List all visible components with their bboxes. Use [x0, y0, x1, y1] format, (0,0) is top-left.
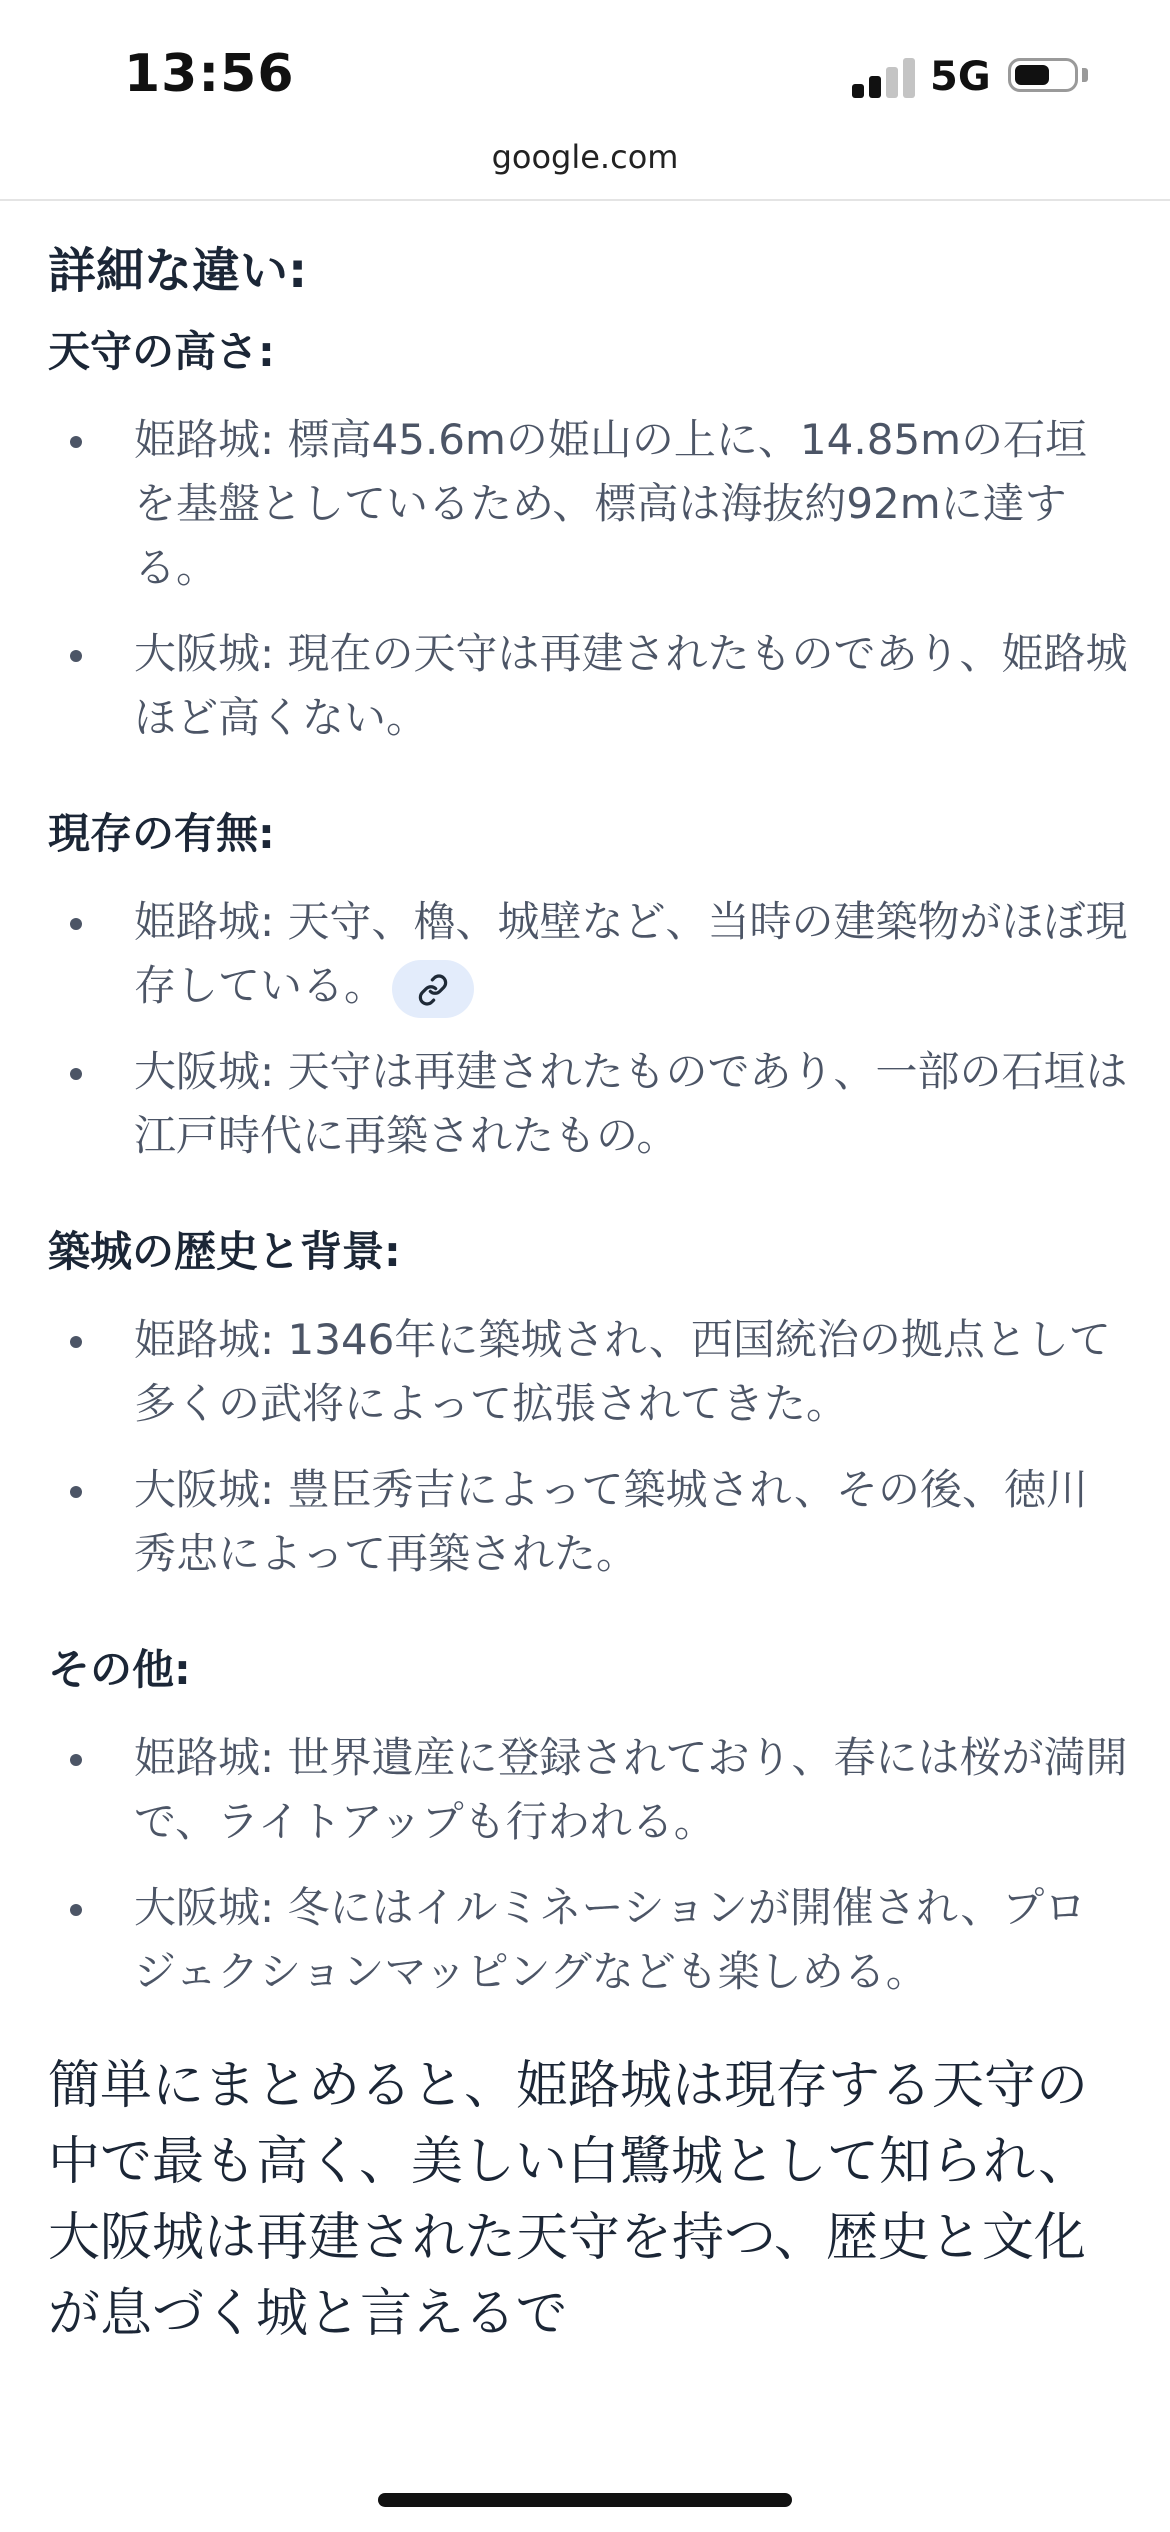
list-item: 大阪城: 天守は再建されたものであり、一部の石垣は江戸時代に再築されたもの。	[48, 1040, 1128, 1168]
home-indicator[interactable]	[378, 2493, 792, 2507]
list-item	[48, 890, 1128, 1018]
list-item-text: 姫路城: 天守、櫓、城壁など、当時の建築物がほぼ現存している。	[134, 897, 1128, 1010]
list-item: 大阪城: 豊臣秀吉によって築城され、その後、徳川秀忠によって再築された。	[48, 1458, 1128, 1586]
signal-bar	[852, 84, 864, 98]
subsection-title: 築城の歴史と背景:	[48, 1227, 401, 1276]
url-bar[interactable]: google.com	[491, 138, 679, 176]
battery-tip	[1082, 68, 1088, 82]
bullet-list	[48, 408, 1128, 750]
subsection-title: 現存の有無:	[48, 809, 275, 858]
status-bar	[0, 0, 1170, 140]
link-icon	[417, 974, 449, 1006]
list-item: 姫路城: 標高45.6mの姫山の上に、14.85mの石垣を基盤としているため、標高は海抜約92mに達する。	[48, 408, 1128, 600]
status-time: 13:56	[124, 44, 295, 104]
battery-icon	[1008, 58, 1078, 92]
source-link-chip[interactable]	[392, 960, 474, 1018]
header-divider	[0, 199, 1170, 201]
summary-paragraph: 簡単にまとめると、姫路城は現存する天守の中で最も高く、美しい白鷺城として知られ、大阪城は再建された天守を持つ、歴史と文化が息づく城と言えるで	[48, 2056, 1091, 2344]
subsection-title: 天守の高さ:	[48, 327, 275, 376]
subsection-title: その他:	[48, 1645, 191, 1694]
signal-icon	[852, 58, 916, 98]
section-heading: 詳細な違い:	[48, 243, 308, 299]
signal-bar	[869, 76, 881, 98]
answer-content	[48, 230, 1128, 2352]
bullet-list	[48, 1726, 1128, 2004]
list-item: 姫路城: 1346年に築城され、西国統治の拠点として多くの武将によって拡張されてきた。	[48, 1308, 1128, 1436]
list-item: 大阪城: 冬にはイルミネーションが開催され、プロジェクションマッピングなども楽しめる。	[48, 1876, 1128, 2004]
signal-bar	[903, 58, 915, 98]
bullet-list	[48, 890, 1128, 1168]
signal-bar	[886, 67, 898, 98]
battery-fill	[1015, 65, 1049, 85]
list-item: 大阪城: 現在の天守は再建されたものであり、姫路城ほど高くない。	[48, 622, 1128, 750]
list-item: 姫路城: 世界遺産に登録されており、春には桜が満開で、ライトアップも行われる。	[48, 1726, 1128, 1854]
bullet-list	[48, 1308, 1128, 1586]
network-type: 5G	[930, 54, 991, 100]
